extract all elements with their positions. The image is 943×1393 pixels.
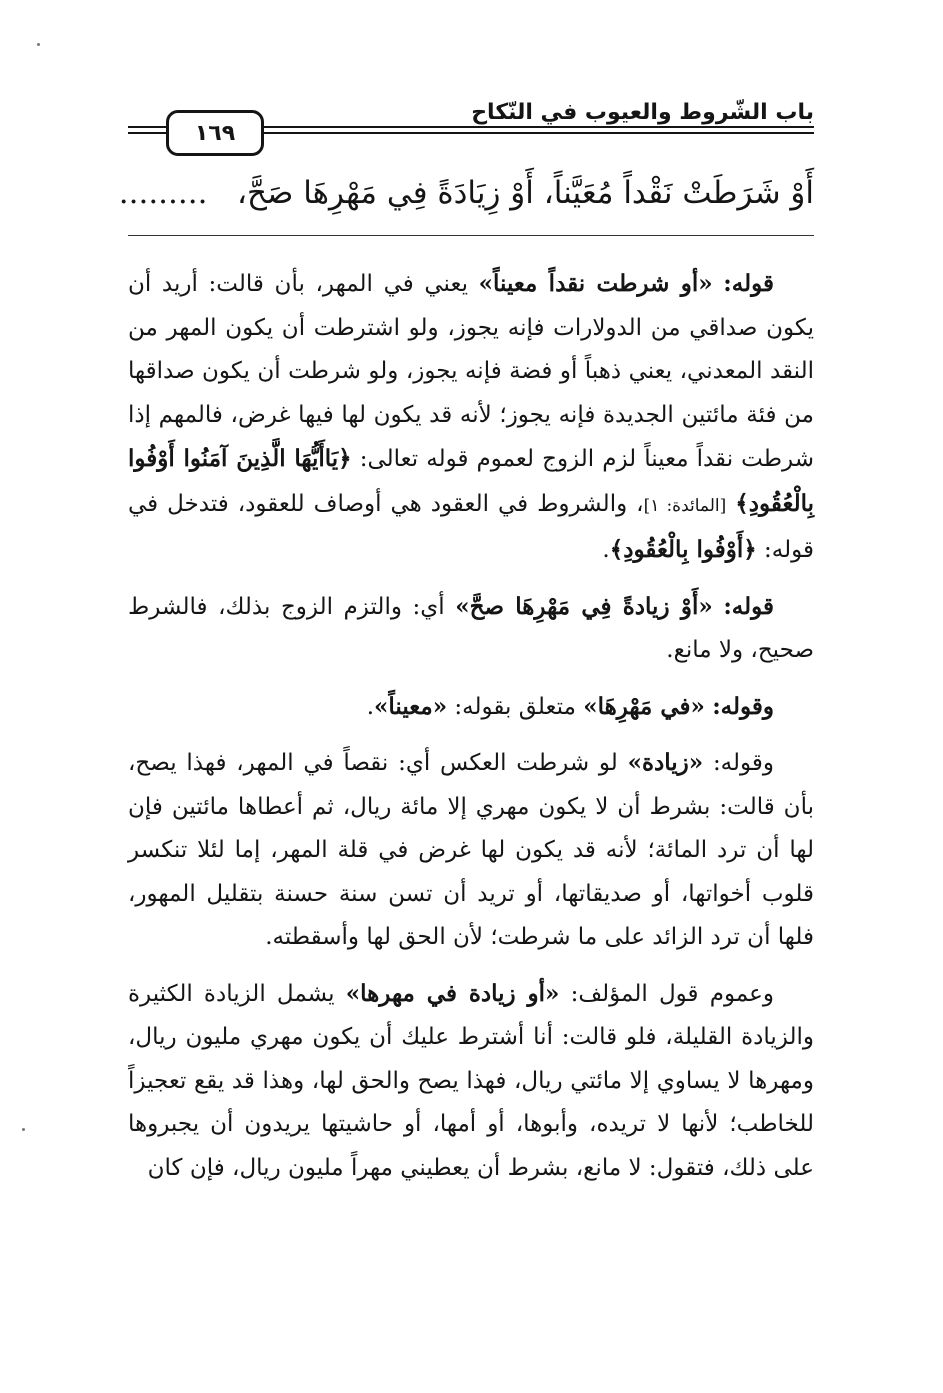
header-rule — [256, 126, 814, 128]
paragraph-4 — [128, 741, 814, 960]
matn-dots: ......... — [118, 175, 208, 211]
quoted-phrase: «أو شرطت نقداً معيناً» — [478, 270, 713, 297]
header-rule — [128, 132, 168, 134]
quran-verse: ﴿أَوْفُوا بِالْعُقُودِ﴾ — [609, 536, 757, 563]
quoted-phrase: «زيادة» — [627, 749, 704, 776]
matn-line — [118, 168, 814, 218]
scan-speck — [37, 43, 40, 46]
para-end: . — [366, 693, 375, 720]
paragraph-5 — [128, 972, 814, 1191]
quran-verse: ﴿يَاأَيُّهَا الَّذِينَ آمَنُوا أَوْفُوا بِالْعُقُودِ﴾ — [128, 445, 815, 517]
para-text: يشمل الزيادة الكثيرة والزيادة القليلة، فلو قالت: أنا أشترط عليك أن يكون مهري مليون ريال، ومهرها لا يساوي إلا مائتي ريال، فهذا يصح والحق لها، وهذا قد يقع تعجيزاً للخاطب؛ لأنها لا تريده، وأبوها، أو أمها، أو حاشيتها يريدون أن يجبروها على ذلك، فتقول: لا مانع، بشرط أن يعطيني مهراً مليون ريال، فإن كان — [128, 980, 814, 1181]
para-text: ، والشروط في العقود هي أوصاف للعقود، فتدخل في قوله: — [128, 490, 814, 563]
paragraph-2 — [128, 585, 814, 673]
matn-separator — [128, 235, 814, 236]
running-title: باب الشّروط والعيوب في النّكاح — [463, 100, 814, 126]
header-rule — [128, 126, 168, 128]
para-text: أي: والتزم الزوج بذلك، فالشرط صحيح، ولا مانع. — [128, 593, 814, 663]
scan-speck — [22, 1128, 25, 1131]
quoted-phrase: «أَوْ زيادةً فِي مَهْرِهَا صحَّ» — [455, 592, 713, 620]
matn-text: أَوْ شَرَطَتْ نَقْداً مُعَيَّناً، أَوْ زِيَادَةً فِي مَهْرِهَا صَحَّ، — [237, 175, 814, 211]
quoted-phrase: «معيناً» — [374, 692, 448, 720]
para-text: متعلق بقوله: — [454, 693, 576, 720]
quoted-phrase: «في مَهْرِهَا» — [583, 692, 705, 720]
para-text: لو شرطت العكس أي: نقصاً في المهر، فهذا يصح، بأن قالت: بشرط أن لا يكون مهري إلا مائة ريال، ثم أعطاها مائتين فإن لها أن ترد المائة؛ لأنه قد يكون لها غرض في قلة المهر، إما لئلا تنكسر قلوب أخواتها، أو صديقاتها، أو تريد أن تسن سنة حسنة بتقليل المهور، فلها أن ترد الزائد على ما شرطت؛ لأن الحق لها وأسقطته. — [128, 750, 814, 950]
verse-reference: [المائدة: ١] — [643, 495, 727, 516]
para-lead: قوله: — [723, 270, 774, 297]
page-number — [166, 110, 264, 156]
paragraph-3 — [128, 685, 814, 730]
header-rule — [256, 132, 814, 134]
commentary — [128, 262, 814, 1202]
paragraph-1 — [128, 262, 814, 573]
para-lead: قوله: — [723, 592, 775, 620]
para-lead: وعموم قول المؤلف: — [570, 980, 774, 1007]
para-lead: وقوله: — [712, 750, 775, 776]
para-lead: وقوله: — [712, 692, 774, 720]
page-number-text: ١٦٩ — [194, 120, 236, 146]
para-end: . — [602, 537, 610, 563]
quoted-phrase: «أو زيادة في مهرها» — [345, 979, 560, 1007]
para-text: يعني في المهر، بأن قالت: أريد أن يكون صداقي من الدولارات فإنه يجوز، ولو اشترطت أن يكون المهر من النقد المعدني، يعني ذهباً أو فضة فإنه يجوز، ولو شرطت أن يكون صداقها من فئة مائتين الجديدة فإنه يجوز؛ لأنه قد يكون لها فيها غرض، فالمهم إذا شرطت نقداً معيناً لزم الزوج لعموم قوله تعالى: — [128, 271, 815, 472]
running-header — [128, 100, 814, 160]
